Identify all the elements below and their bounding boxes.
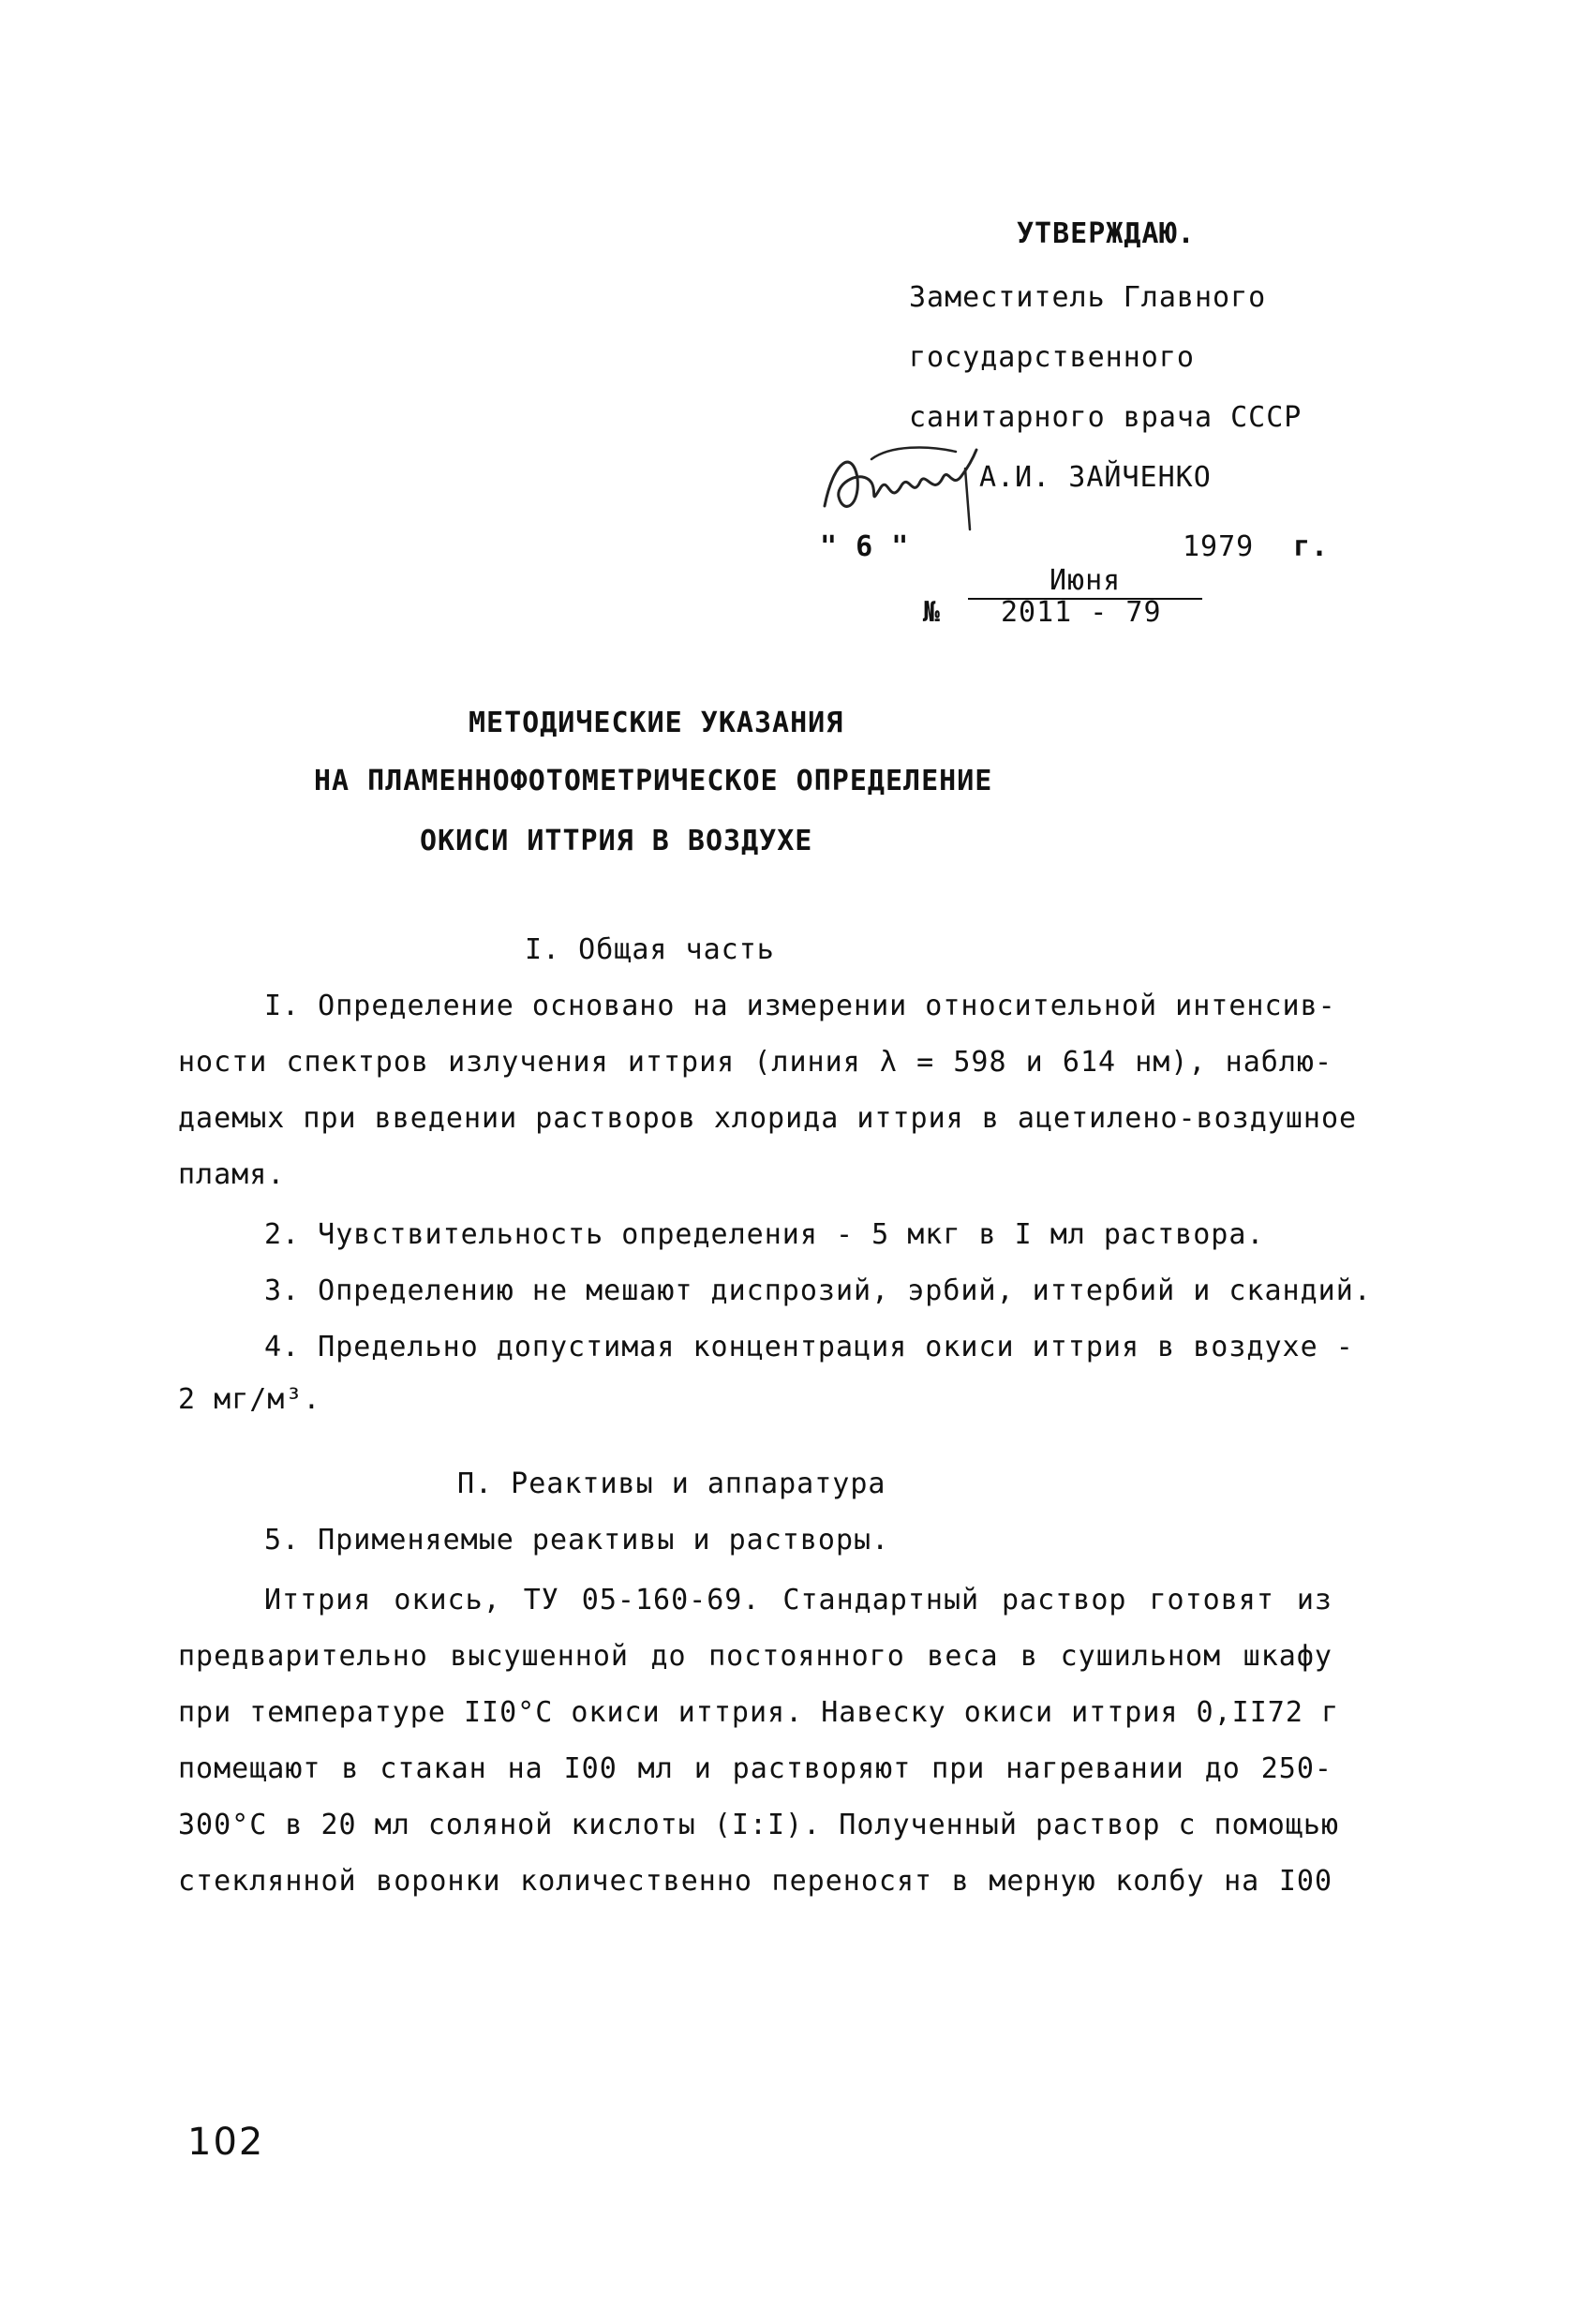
approval-number-sign: № [923,596,942,629]
page-number: 102 [187,2121,265,2164]
approval-date-year: 1979 [1183,530,1255,563]
approval-date-month-wrap [932,530,1202,600]
heading-line-1: МЕТОДИЧЕСКИЕ УКАЗАНИЯ [469,707,844,739]
para-1-line-3: даемых при введении растворов хлорида иттрия в ацетилено-воздушное [178,1102,1358,1135]
para-1-line-1: I. Определение основано на измерении относительной интенсив- [264,990,1336,1022]
approval-title: УТВЕРЖДАЮ. [1017,217,1196,250]
para-5: 5. Применяемые реактивы и растворы. [264,1524,890,1557]
para-4-line-1: 4. Предельно допустимая концентрация окиси иттрия в воздухе - [264,1331,1354,1363]
approval-date-month: Июня [968,564,1202,600]
text-line-1: Иттрия окись, ТУ 05-160-69. Стандартный раствор готовят из [264,1584,1332,1616]
text-line-4: помещают в стакан на I00 мл и растворяют при нагревании до 250- [178,1752,1332,1785]
heading-line-2: НА ПЛАМЕННОФОТОМЕТРИЧЕСКОЕ ОПРЕДЕЛЕНИЕ [314,765,993,797]
para-1-line-4: пламя. [178,1158,286,1191]
para-3: 3. Определению не мешают диспрозий, эрбий, иттербий и скандий. [264,1274,1372,1307]
para-2: 2. Чувствительность определения - 5 мкг в I мл раствора. [264,1218,1265,1251]
approval-number: 2011 - 79 [1001,596,1162,629]
para-1-line-2: ности спектров излучения иттрия (линия λ = 598 и 614 нм), наблю- [178,1046,1332,1079]
para-4-line-2: 2 мг/м³. [178,1383,321,1416]
approver-name: А.И. ЗАЙЧЕНКО [979,461,1212,494]
handwritten-signature [815,440,984,534]
approval-date-suffix: г. [1293,530,1330,563]
text-line-5: 300°С в 20 мл соляной кислоты (I:I). Полученный раствор с помощью [178,1809,1339,1841]
section-1-title: I. Общая часть [525,933,775,966]
approval-line-2: государственного [909,341,1195,374]
heading-line-3: ОКИСИ ИТТРИЯ В ВОЗДУХЕ [420,825,813,857]
section-2-title: П. Реактивы и аппаратура [457,1467,886,1500]
text-line-2: предварительно высушенной до постоянного веса в сушильном шкафу [178,1640,1332,1673]
text-line-3: при температуре II0°С окиси иттрия. Навеску окиси иттрия 0,II72 г [178,1696,1339,1729]
approval-line-1: Заместитель Главного [909,281,1267,314]
approval-line-3: санитарного врача СССР [909,401,1303,434]
approval-date-day: " 6 " [820,530,910,563]
text-line-6: стеклянной воронки количественно переносят в мерную колбу на I00 [178,1865,1332,1898]
